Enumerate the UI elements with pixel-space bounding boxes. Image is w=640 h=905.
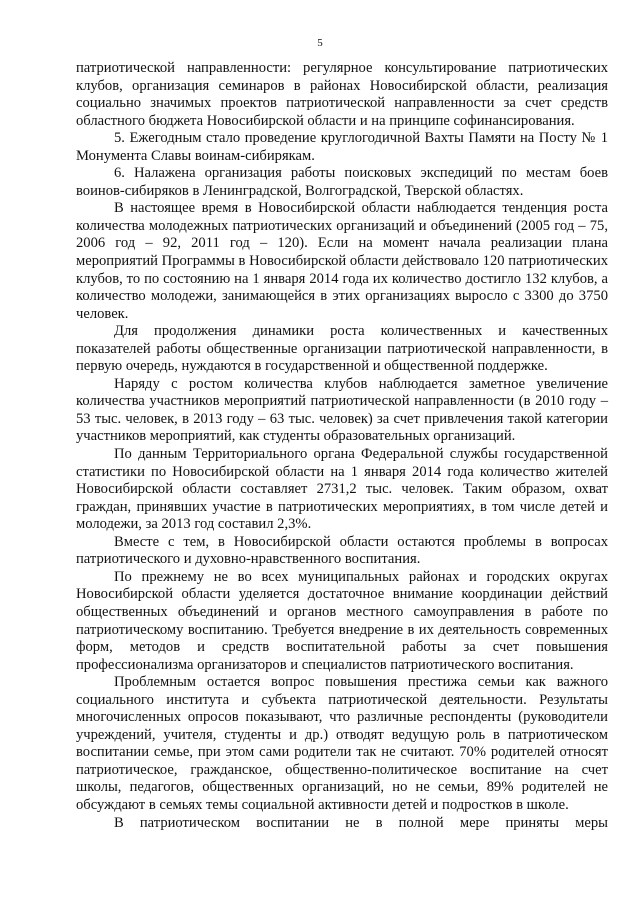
paragraph: В настоящее время в Новосибирской области наблюдается тенденция роста количества молодежных патриотических организаций и объединений (2005 год – 75, 2006 год – 92, 2011 год – 120). Если на момент начала реализации плана мероприятий Программы в Новосибирской области действовало 120 патриотических клубов, то по состоянию на 1 января 2014 года их количество достигло 132 клубов, а количество молодежи, занимающейся в этих организациях выросло с 3300 до 3750 человек.	[76, 200, 608, 322]
paragraph: 5. Ежегодным стало проведение круглогодичной Вахты Памяти на Посту № 1 Монумента Славы воинам-сибирякам.	[76, 130, 608, 164]
paragraph: Вместе с тем, в Новосибирской области остаются проблемы в вопросах патриотического и духовно-нравственного воспитания.	[76, 533, 608, 568]
paragraph-last: В патриотическом воспитании не в полной мере приняты меры	[114, 814, 608, 831]
paragraph: Для продолжения динамики роста количественных и качественных показателей работы общественные организации патриотической направленности, в первую очередь, нуждаются в государственной и общественной поддержке.	[76, 323, 608, 375]
paragraph: По данным Территориального органа Федеральной службы государственной статистики по Новосибирской области на 1 января 2014 года количество жителей Новосибирской области составляет 2731,2 тыс. человек. Таким образом, охват граждан, принявших участие в патриотических мероприятиях, в том числе детей и молодежи, за 2013 год составил 2,3%.	[76, 446, 608, 533]
document-body	[76, 60, 608, 832]
paragraph: 6. Налажена организация работы поисковых экспедиций по местам боев воинов-сибиряков в Ленинградской, Волгоградской, Тверской областях.	[76, 165, 608, 199]
paragraph: Наряду с ростом количества клубов наблюдается заметное увеличение количества участников мероприятий патриотической направленности (в 2010 году – 53 тыс. человек, в 2013 году – 63 тыс. человек) за счет привлечения такой категории участников мероприятий, как студенты образовательных организаций.	[76, 375, 608, 445]
page-number: 5	[317, 37, 323, 49]
paragraph-continuation: патриотической направленности: регулярное консультирование патриотических клубов, организация семинаров в районах Новосибирской области, реализация социально значимых проектов патриотической направленности за счет средств областного бюджета Новосибирской области и на принципе софинансирования.	[76, 60, 608, 129]
paragraph: По прежнему не во всех муниципальных районах и городских округах Новосибирской области уделяется достаточное внимание координации действий общественных объединений и органов местного самоуправления в работе по патриотическому воспитанию. Требуется внедрение в их деятельность современных форм, методов и средств воспитательной работы за счет повышения профессионализма организаторов и специалистов патриотического воспитания.	[76, 568, 608, 673]
paragraph: Проблемным остается вопрос повышения престижа семьи как важного социального института и субъекта патриотической деятельности. Результаты многочисленных опросов показывают, что различные респонденты (руководители учреждений, учителя, студенты и др.) отводят ведущую роль в патриотическом воспитании семье, при этом сами родители так не считают. 70% родителей относят патриотическое, гражданское, общественно-политическое воспитание на счет школы, педагогов, общественных организаций, но не семьи, 89% родителей не обсуждают в семьях темы социальной активности детей и подростков в школе.	[76, 674, 608, 813]
